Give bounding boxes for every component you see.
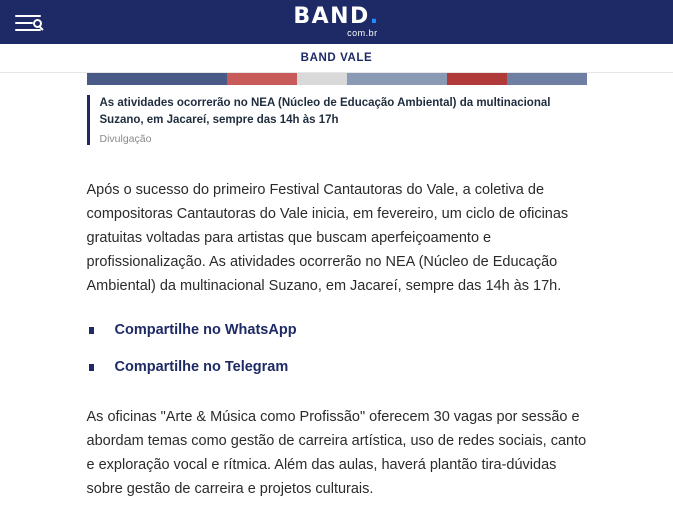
share-telegram-link[interactable]: Compartilhe no Telegram bbox=[114, 358, 289, 375]
section-bar bbox=[0, 44, 673, 73]
image-credit: Divulgação bbox=[99, 133, 152, 146]
site-header bbox=[0, 0, 673, 44]
logo-wordmark bbox=[293, 6, 379, 28]
article-paragraph: Após o sucesso do primeiro Festival Cantautoras do Vale, a coletiva de compositoras Cantautoras do Vale inicia, em fevereiro, um ciclo de oficinas gratuitas voltadas para artistas que buscam aperfeiçoamento e profissionalização. As atividades ocorrerão no NEA (Núcleo de Educação Ambiental) da multinacional Suzano, em Jacareí, sempre das 14h às 17h. bbox=[86, 182, 569, 295]
menu-search-icon bbox=[15, 13, 41, 31]
logo-text: BAND bbox=[293, 4, 370, 29]
article-paragraph: As oficinas "Arte & Música como Profissão" oferecem 30 vagas por sessão e abordam temas como gestão de carreira artística, uso de redes sociais, canto e exploração vocal e rítmica. Além das aulas, haverá plantão tira-dúvidas sobre gestão de carreira e projetos culturais. bbox=[86, 408, 587, 497]
article-content bbox=[87, 95, 587, 502]
logo-dot: . bbox=[369, 4, 380, 29]
list-item bbox=[89, 321, 587, 339]
share-whatsapp-link[interactable]: Compartilhe no WhatsApp bbox=[114, 321, 297, 338]
image-caption-block bbox=[87, 95, 587, 145]
article-page bbox=[0, 73, 673, 523]
article-body bbox=[87, 179, 587, 501]
menu-button[interactable] bbox=[0, 0, 56, 44]
article-image bbox=[87, 73, 587, 85]
image-caption: As atividades ocorrerão no NEA (Núcleo de Educação Ambiental) da multinacional Suzano, em Jacareí, sempre das 14h às 17h bbox=[99, 97, 551, 126]
logo-domain: com.br bbox=[347, 28, 378, 38]
share-links-list bbox=[87, 321, 587, 376]
site-logo[interactable] bbox=[293, 6, 379, 38]
section-label[interactable]: BAND VALE bbox=[300, 52, 373, 64]
list-item bbox=[89, 358, 587, 376]
